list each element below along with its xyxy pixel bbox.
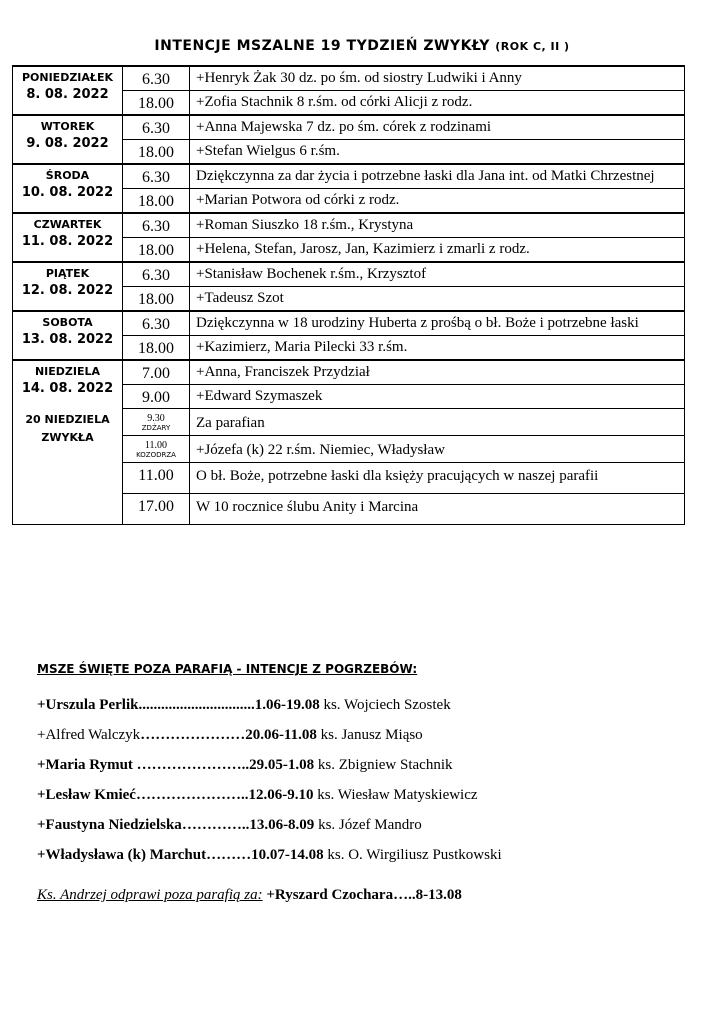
mass-intention: +Henryk Żak 30 dz. po śm. od siostry Ludwiki i Anny: [190, 66, 685, 91]
burial-range: 12.06-9.10: [248, 787, 314, 803]
mass-time: 11.00: [144, 440, 168, 451]
burial-priest: ks. Józef Mandro: [314, 817, 422, 833]
burial-range: 29.05-1.08: [249, 757, 315, 773]
burial-dots: ...............................: [138, 697, 255, 713]
mass-time: 18.00: [123, 336, 190, 361]
burial-dots: …………………..: [135, 787, 249, 803]
mass-time: 18.00: [123, 189, 190, 214]
day-cell: [13, 311, 123, 360]
burial-priest: ks. Wiesław Matyskiewicz: [313, 787, 478, 803]
table-row: [13, 262, 685, 287]
mass-intention: +Józefa (k) 22 r.śm. Niemiec, Władysław: [190, 436, 685, 463]
burial-priest: ks. Wojciech Szostek: [319, 697, 451, 713]
mass-intention: W 10 rocznice ślubu Anity i Marcina: [190, 494, 685, 525]
day-name: ŚRODA: [45, 169, 90, 182]
day-date: 10. 08. 2022: [21, 185, 114, 200]
day-name: PIĄTEK: [45, 267, 90, 280]
burial-line: [37, 697, 451, 714]
title-suffix: (ROK C, II ): [495, 40, 570, 53]
mass-time: 6.30: [123, 311, 190, 336]
burial-dots: …………………: [140, 727, 246, 743]
day-cell: [13, 164, 123, 213]
burial-range: 20.06-11.08: [245, 727, 317, 743]
mass-time-cell: [123, 409, 190, 436]
mass-time: 6.30: [123, 66, 190, 91]
burial-dots: ………: [206, 847, 252, 863]
table-row: [13, 66, 685, 91]
footer-name: +Ryszard Czochara: [262, 887, 394, 903]
mass-location: ZDŻARY: [141, 424, 171, 432]
mass-time-cell: [123, 436, 190, 463]
day-cell: [13, 262, 123, 311]
burial-line: [37, 727, 423, 744]
footer-label: Ks. Andrzej odprawi poza parafią za:: [37, 887, 263, 903]
day-extra-line1: 20 NIEDZIELA: [25, 413, 110, 426]
title-main: INTENCJE MSZALNE 19 TYDZIEŃ ZWYKŁY: [154, 38, 496, 54]
burial-line: [37, 787, 478, 804]
burial-name: +Maria Rymut: [37, 757, 133, 773]
burial-name: +Władysława (k) Marchut: [37, 847, 207, 863]
footer-range: 8-13.08: [415, 887, 462, 903]
mass-intention: Za parafian: [190, 409, 685, 436]
mass-intention: +Helena, Stefan, Jarosz, Jan, Kazimierz i zmarli z rodz.: [190, 238, 685, 263]
mass-time: 7.00: [123, 360, 190, 385]
mass-time: 18.00: [123, 140, 190, 165]
mass-intention: +Roman Siuszko 18 r.śm., Krystyna: [190, 213, 685, 238]
footer-dots: …..: [393, 887, 416, 903]
mass-time: 6.30: [123, 213, 190, 238]
burial-name: +Faustyna Niedzielska: [37, 817, 182, 833]
day-name: WTOREK: [40, 120, 95, 133]
day-name: NIEDZIELA: [34, 365, 101, 378]
burial-range: 10.07-14.08: [251, 847, 324, 863]
mass-intention: +Stefan Wielgus 6 r.śm.: [190, 140, 685, 165]
mass-intention: +Edward Szymaszek: [190, 385, 685, 409]
burial-range: 13.06-8.09: [249, 817, 315, 833]
day-date: 8. 08. 2022: [26, 87, 109, 102]
mass-time: 6.30: [123, 115, 190, 140]
mass-time: 9.30: [147, 413, 165, 424]
day-date: 11. 08. 2022: [21, 234, 114, 249]
day-name: SOBOTA: [42, 316, 93, 329]
table-row: [13, 164, 685, 189]
burial-line: [37, 847, 502, 864]
table-row: [13, 311, 685, 336]
burial-dots: …………………..: [132, 757, 250, 773]
mass-intention: +Zofia Stachnik 8 r.śm. od córki Alicji z rodz.: [190, 91, 685, 116]
burial-line: [37, 817, 422, 834]
table-row: [13, 360, 685, 385]
day-date: 9. 08. 2022: [26, 136, 109, 151]
mass-intention: Dziękczynna w 18 urodziny Huberta z prośbą o bł. Boże i potrzebne łaski: [190, 311, 685, 336]
mass-schedule-table: [12, 65, 685, 525]
mass-time: 18.00: [123, 287, 190, 312]
footer-note: [37, 887, 462, 904]
mass-intention: O bł. Boże, potrzebne łaski dla księży pracujących w naszej parafii: [190, 463, 685, 494]
mass-intention: +Anna, Franciszek Przydział: [190, 360, 685, 385]
mass-time: 18.00: [123, 238, 190, 263]
day-name: CZWARTEK: [33, 218, 102, 231]
day-name: PONIEDZIAŁEK: [21, 71, 114, 84]
burial-priest: ks. O. Wirgiliusz Pustkowski: [323, 847, 502, 863]
mass-intention: Dziękczynna za dar życia i potrzebne łaski dla Jana int. od Matki Chrzestnej: [190, 164, 685, 189]
mass-intention: +Stanisław Bochenek r.śm., Krzysztof: [190, 262, 685, 287]
day-cell: [13, 213, 123, 262]
mass-time: 18.00: [123, 91, 190, 116]
burial-priest: ks. Janusz Miąso: [316, 727, 423, 743]
mass-intention: +Kazimierz, Maria Pilecki 33 r.śm.: [190, 336, 685, 361]
burial-name: +Lesław Kmieć: [37, 787, 136, 803]
mass-intention: +Tadeusz Szot: [190, 287, 685, 312]
mass-intention: +Marian Potwora od córki z rodz.: [190, 189, 685, 214]
day-date: 12. 08. 2022: [21, 283, 114, 298]
burials-section-title: MSZE ŚWIĘTE POZA PARAFIĄ - INTENCJE Z POGRZEBÓW:: [37, 662, 418, 676]
day-date: 14. 08. 2022: [21, 381, 114, 396]
table-row: [13, 213, 685, 238]
day-cell: [13, 66, 123, 115]
mass-time: 6.30: [123, 164, 190, 189]
mass-time: 9.00: [123, 385, 190, 409]
day-cell: [13, 115, 123, 164]
mass-time: 17.00: [123, 494, 190, 525]
burial-range: 1.06-19.08: [254, 697, 320, 713]
table-row: [13, 115, 685, 140]
day-extra-line2: ZWYKŁA: [41, 431, 94, 444]
mass-location: KOZODRZA: [136, 451, 176, 459]
burial-line: [37, 757, 453, 774]
day-date: 13. 08. 2022: [21, 332, 114, 347]
page-title: [0, 38, 724, 54]
burial-name: +Urszula Perlik: [37, 697, 139, 713]
burial-priest: ks. Zbigniew Stachnik: [314, 757, 453, 773]
mass-intention: +Anna Majewska 7 dz. po śm. córek z rodzinami: [190, 115, 685, 140]
mass-time: 11.00: [123, 463, 190, 494]
burial-dots: …………..: [181, 817, 250, 833]
mass-time: 6.30: [123, 262, 190, 287]
burial-name: +Alfred Walczyk: [37, 727, 141, 743]
day-cell: [13, 360, 123, 525]
